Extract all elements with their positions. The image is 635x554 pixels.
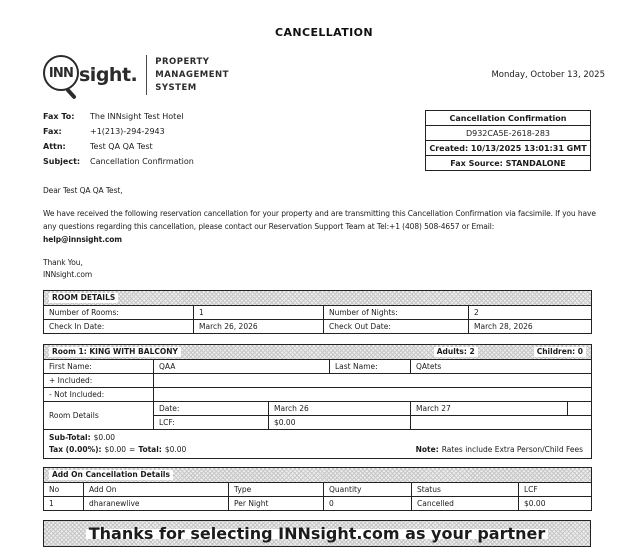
innsight-logo — [43, 55, 229, 95]
table-row — [44, 306, 592, 320]
confirmation-fax-source: Fax Source: STANDALONE — [426, 156, 591, 171]
fax-field — [43, 154, 194, 169]
fax-field-value: Test QA QA Test — [90, 142, 153, 151]
fax-field-value: The INNsight Test Hotel — [90, 112, 184, 121]
logo-wordmark: sight. — [79, 64, 138, 86]
logo-tagline-line: MANAGEMENT — [155, 69, 229, 80]
subtotal-value: $0.00 — [93, 433, 116, 442]
rates-note — [416, 444, 586, 456]
checkin-value: March 26, 2026 — [194, 320, 324, 334]
addon-lcf: $0.00 — [519, 497, 592, 511]
date-gap-cell — [568, 402, 592, 416]
addon-col-lcf: LCF — [519, 483, 592, 497]
logo-circle — [43, 55, 79, 91]
letter-closing — [43, 257, 605, 280]
addon-col-quantity: Quantity — [324, 483, 412, 497]
magnifier-logo-icon — [43, 55, 83, 95]
table-row — [44, 402, 592, 416]
table-row — [44, 388, 592, 402]
room-details-cell-label: Room Details — [44, 402, 154, 430]
letter-body — [43, 184, 605, 280]
fax-meta-row — [43, 109, 591, 171]
addon-col-addon: Add On — [84, 483, 229, 497]
tax-value: $0.00 — [104, 445, 127, 454]
checkout-value: March 28, 2026 — [469, 320, 592, 334]
confirmation-box — [425, 110, 591, 171]
date-value-1: March 26 — [269, 402, 411, 416]
addon-type: Per Night — [229, 497, 324, 511]
nights-label: Number of Nights: — [324, 306, 469, 320]
included-value — [154, 374, 592, 388]
salutation: Dear Test QA QA Test, — [43, 186, 123, 195]
addon-data-row — [44, 497, 592, 511]
addon-col-type: Type — [229, 483, 324, 497]
confirmation-created: Created: 10/13/2025 13:01:31 GMT — [426, 141, 591, 156]
room1-header-bar — [44, 345, 592, 360]
total-value: $0.00 — [164, 445, 187, 454]
footer-banner — [43, 520, 591, 547]
letter-paragraph: We have received the following reservation cancellation for your property and are transmitting this Cancellation Confirmation via facsimile. If you have any questions regarding this cancellation, please contact our Reservation Support Team at Tel:+1 (408) 508-4657 or Email: — [43, 209, 596, 231]
rooms-label: Number of Rooms: — [44, 306, 194, 320]
addon-header-row — [44, 483, 592, 497]
addon-section — [43, 467, 592, 511]
last-name-label: Last Name: — [330, 360, 411, 374]
room-details-header-bar — [44, 291, 592, 306]
not-included-label: - Not Included: — [44, 388, 154, 402]
fax-recipient-block — [43, 109, 194, 171]
last-name-value: QAtets — [411, 360, 592, 374]
first-name-label: First Name: — [44, 360, 154, 374]
logo-divider — [146, 55, 147, 95]
confirmation-box-title: Cancellation Confirmation — [426, 111, 591, 126]
fax-field-label: Fax To: — [43, 112, 75, 121]
included-label: + Included: — [44, 374, 154, 388]
addon-header-bar — [44, 468, 592, 483]
document-title: CANCELLATION — [274, 26, 373, 39]
lcf-value: $0.00 — [269, 416, 411, 430]
magnifier-handle — [65, 87, 77, 99]
fax-field-value: +1(213)-294-2943 — [90, 127, 165, 136]
addon-no: 1 — [44, 497, 84, 511]
logo-tagline-line: PROPERTY — [155, 56, 210, 67]
footer-text: Thanks for selecting INNsight.com as your partner — [86, 529, 549, 539]
logo-tagline — [155, 56, 229, 95]
logo-circle-text: INN — [48, 65, 74, 81]
equals-sign: = — [129, 445, 136, 454]
support-email: help@innsight.com — [43, 235, 123, 244]
addon-title: Add On Cancellation Details — [49, 470, 173, 480]
table-row — [44, 360, 592, 374]
signature-line: INNsight.com — [43, 269, 93, 279]
nights-value: 2 — [469, 306, 592, 320]
fax-field-label: Attn: — [43, 142, 66, 151]
closing-line: Thank You, — [43, 258, 83, 267]
tax-label: Tax (0.00%): — [49, 445, 102, 454]
subtotal-label: Sub-Total: — [49, 433, 91, 442]
first-name-value: QAA — [154, 360, 330, 374]
fax-field — [43, 109, 194, 124]
totals-block — [49, 432, 189, 456]
addon-col-status: Status — [412, 483, 519, 497]
addon-quantity: 0 — [324, 497, 412, 511]
date-value-2: March 27 — [411, 402, 568, 416]
note-text: Rates include Extra Person/Child Fees — [441, 445, 584, 454]
document-date: Monday, October 13, 2025 — [491, 70, 605, 80]
checkout-label: Check Out Date: — [324, 320, 469, 334]
rooms-value: 1 — [194, 306, 324, 320]
not-included-value — [154, 388, 592, 402]
total-label: Total: — [138, 445, 162, 454]
fax-field-label: Subject: — [43, 157, 81, 166]
fax-field — [43, 139, 194, 154]
room-details-section — [43, 290, 592, 334]
table-row — [44, 430, 592, 459]
lcf-label: LCF: — [154, 416, 269, 430]
room-details-title: ROOM DETAILS — [49, 293, 118, 303]
lcf-empty-cell — [411, 416, 592, 430]
totals-cell — [44, 430, 592, 459]
addon-name: dharanewlive — [84, 497, 229, 511]
logo-tagline-line: SYSTEM — [155, 82, 197, 93]
room1-section — [43, 344, 592, 459]
addon-status: Cancelled — [412, 497, 519, 511]
fax-field — [43, 124, 194, 139]
date-label: Date: — [154, 402, 269, 416]
room1-children: Children: 0 — [534, 347, 586, 357]
fax-field-value: Cancellation Confirmation — [90, 157, 194, 166]
confirmation-number: D932CA5E-2618-283 — [426, 126, 591, 141]
fax-field-label: Fax: — [43, 127, 62, 136]
table-row — [44, 320, 592, 334]
table-row — [44, 374, 592, 388]
document-header — [43, 52, 605, 98]
room1-adults: Adults: 2 — [434, 347, 478, 357]
addon-col-no: No — [44, 483, 84, 497]
checkin-label: Check In Date: — [44, 320, 194, 334]
note-label: Note: — [415, 445, 439, 454]
room1-title: Room 1: KING WITH BALCONY — [49, 347, 181, 357]
